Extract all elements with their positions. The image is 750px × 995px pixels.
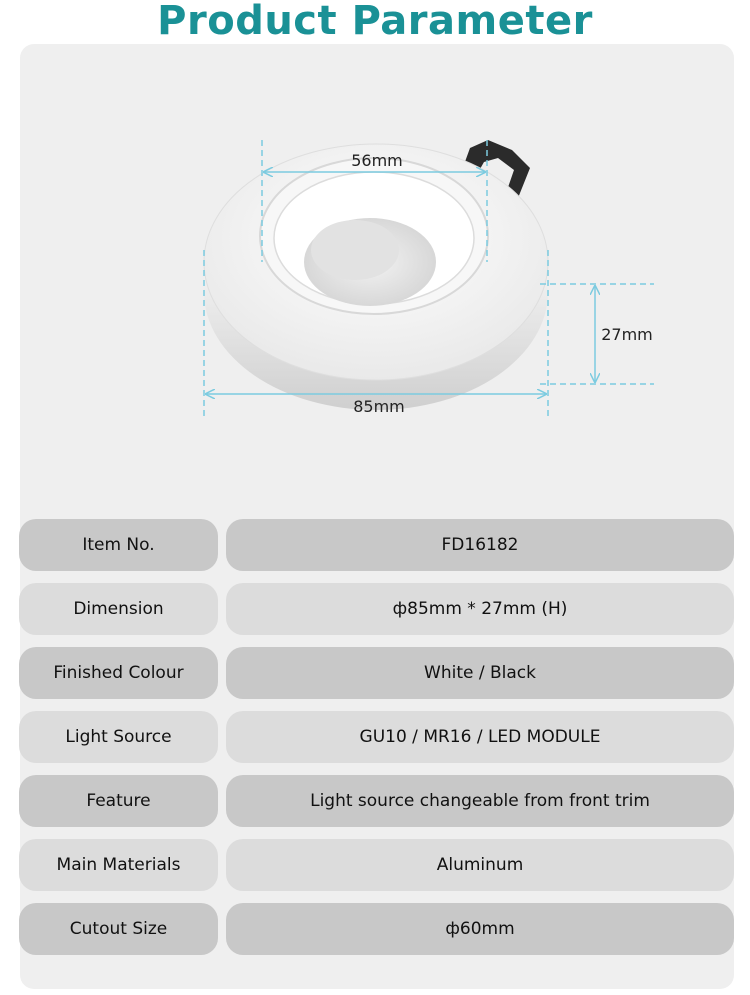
spec-label: Feature bbox=[19, 775, 218, 827]
spec-value: ф85mm * 27mm (H) bbox=[226, 583, 734, 635]
spec-label: Cutout Size bbox=[19, 903, 218, 955]
spec-label: Main Materials bbox=[19, 839, 218, 891]
spec-row bbox=[19, 775, 734, 827]
dimension-outer-label: 85mm bbox=[353, 397, 405, 416]
spec-label: Dimension bbox=[19, 583, 218, 635]
spec-value: FD16182 bbox=[226, 519, 734, 571]
spec-value: Light source changeable from front trim bbox=[226, 775, 734, 827]
spec-value: GU10 / MR16 / LED MODULE bbox=[226, 711, 734, 763]
dimension-height-label: 27mm bbox=[601, 325, 653, 344]
spec-label: Light Source bbox=[19, 711, 218, 763]
spec-row bbox=[19, 583, 734, 635]
spec-value: ф60mm bbox=[226, 903, 734, 955]
spec-label: Finished Colour bbox=[19, 647, 218, 699]
spec-label: Item No. bbox=[19, 519, 218, 571]
spec-row bbox=[19, 519, 734, 571]
spec-row bbox=[19, 647, 734, 699]
spec-value: Aluminum bbox=[226, 839, 734, 891]
spec-row bbox=[19, 839, 734, 891]
spec-row bbox=[19, 711, 734, 763]
spec-row bbox=[19, 903, 734, 955]
spec-value: White / Black bbox=[226, 647, 734, 699]
page-title: Product Parameter bbox=[157, 0, 593, 44]
dimension-inner-label: 56mm bbox=[351, 151, 403, 170]
